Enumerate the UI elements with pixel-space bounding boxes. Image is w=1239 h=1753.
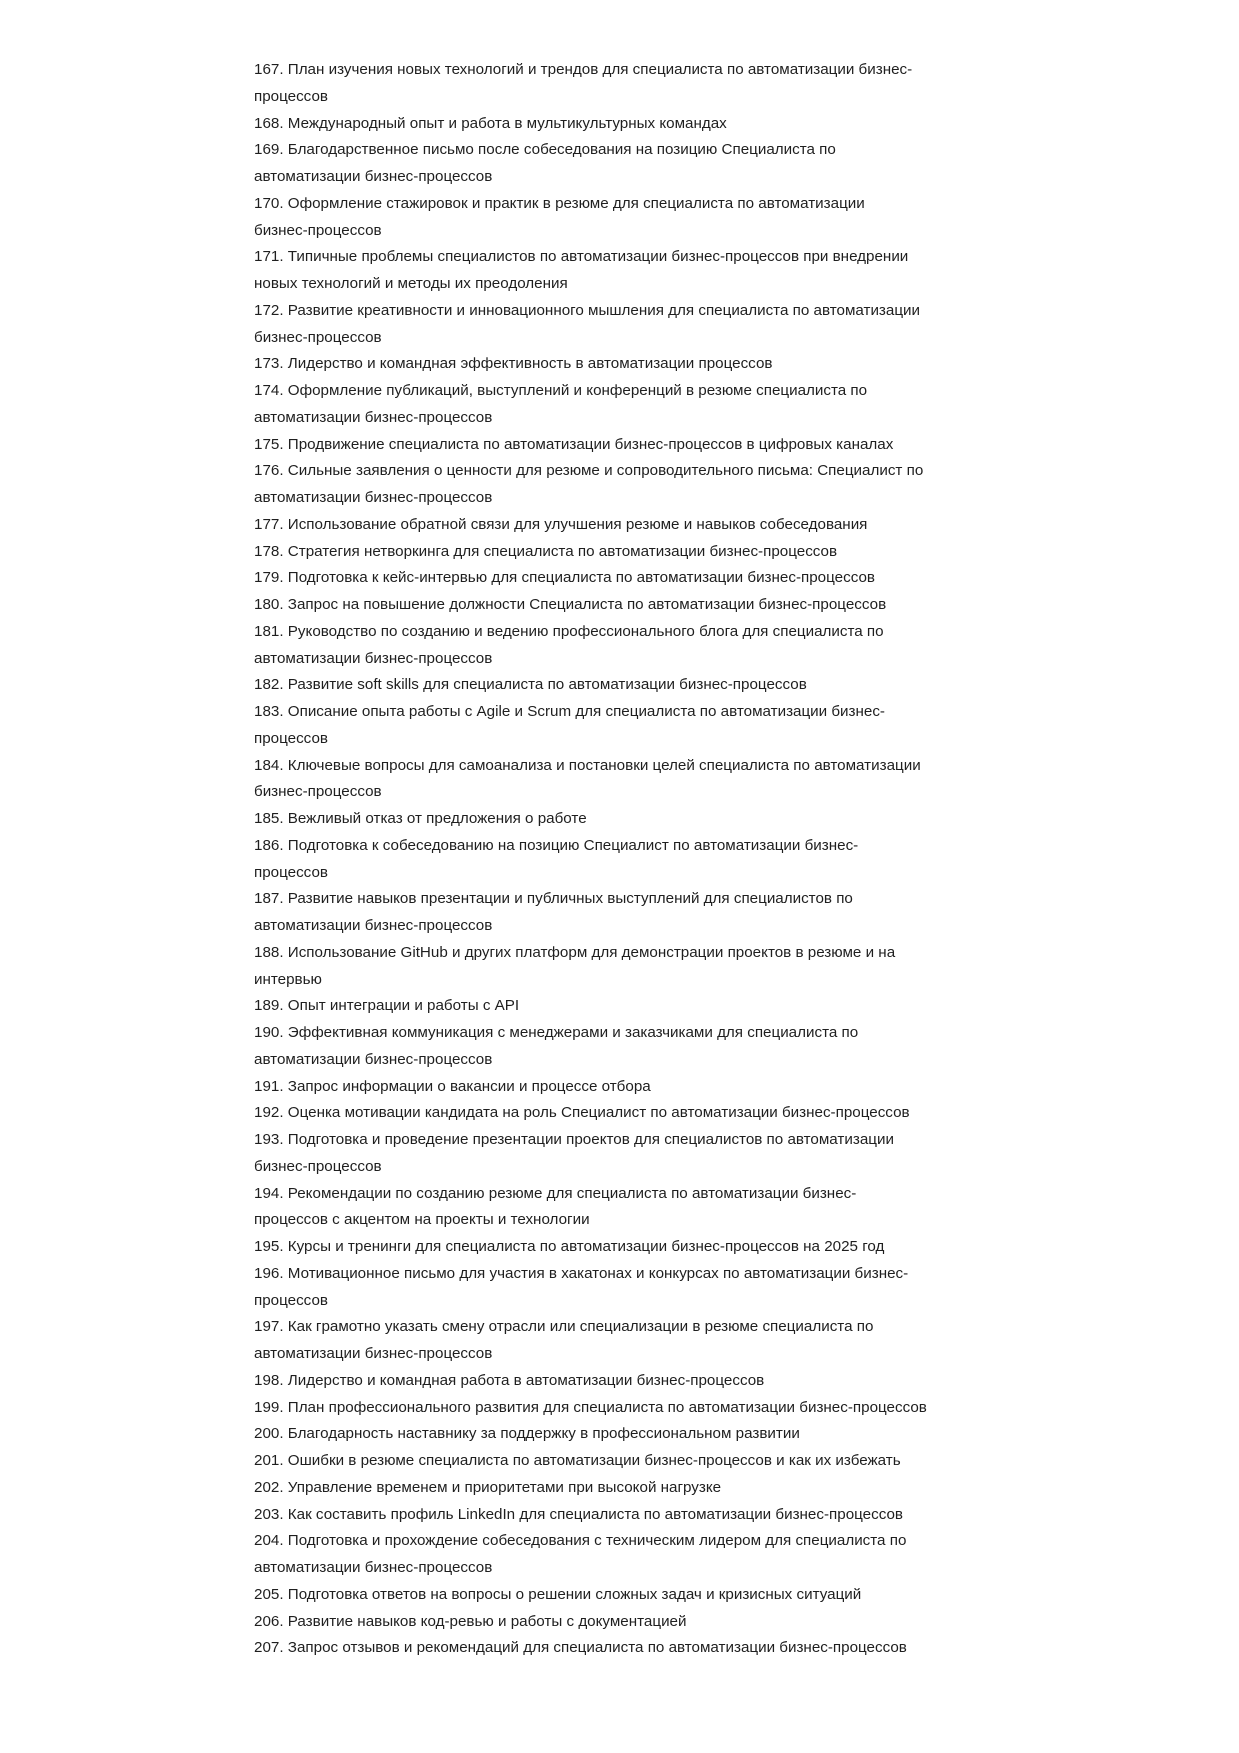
list-item-text-line: 186. Подготовка к собеседованию на позицию Специалист по автоматизации бизнес- [254,836,859,854]
list-item-text-line: 189. Опыт интеграции и работы с API [254,997,520,1015]
list-item-text-line: автоматизации бизнес-процессов [254,649,493,667]
list-item [254,1127,927,1181]
list-item-text-line: 200. Благодарность наставнику за поддержку в профессиональном развитии [254,1425,800,1443]
list-item-text-line: 199. План профессионального развития для специалиста по автоматизации бизнес-процессов [254,1398,927,1416]
list-item-text-line: 201. Ошибки в резюме специалиста по автоматизации бизнес-процессов и как их избежать [254,1452,901,1469]
list-item-text-line: 171. Типичные проблемы специалистов по автоматизации бизнес-процессов при внедрении [254,248,909,266]
list-item-text-line: 197. Как грамотно указать смену отрасли или специализации в резюме специалиста по [254,1318,874,1336]
list-item [254,1475,927,1502]
list-item [254,57,927,111]
list-item [254,592,927,619]
list-item-text-line: 170. Оформление стажировок и практик в резюме для специалиста по автоматизации [254,194,865,212]
list-item [254,378,927,432]
list-item-text-line: 184. Ключевые вопросы для самоанализа и постановки целей специалиста по автоматизации [254,756,921,774]
list-item [254,1368,927,1395]
list-item-text-line: 196. Мотивационное письмо для участия в хакатонах и конкурсах по автоматизации бизнес- [254,1264,909,1282]
list-item-text-line: автоматизации бизнес-процессов [254,489,493,506]
list-item [254,539,927,566]
list-item [254,1528,927,1582]
list-item-text-line: 175. Продвижение специалиста по автоматизации бизнес-процессов в цифровых каналах [254,435,894,453]
list-item [254,1395,927,1422]
list-item-text-line: интервью [254,970,322,988]
list-item [254,1421,927,1448]
list-item [254,753,927,807]
list-item [254,298,927,352]
list-item-text-line: новых технологий и методы их преодоления [254,275,568,292]
list-item-text-line: 198. Лидерство и командная работа в автоматизации бизнес-процессов [254,1371,765,1389]
list-item [254,432,927,459]
list-item-text-line: процессов [254,87,328,105]
list-item-text-line: автоматизации бизнес-процессов [254,917,493,934]
list-item [254,1100,927,1127]
list-item-text-line: 176. Сильные заявления о ценности для резюме и сопроводительного письма: Специалист по [254,462,924,480]
list-item [254,191,927,245]
list-item-text-line: автоматизации бизнес-процессов [254,1559,493,1576]
list-item-text-line: процессов [254,1291,328,1309]
list-item-text-line: 195. Курсы и тренинги для специалиста по автоматизации бизнес-процессов на 2025 год [254,1238,885,1255]
list-item [254,458,927,512]
list-item [254,699,927,753]
list-item-text-line: автоматизации бизнес-процессов [254,1345,493,1362]
list-item-text-line: 202. Управление временем и приоритетами при высокой нагрузке [254,1478,722,1496]
list-item-text-line: 187. Развитие навыков презентации и публичных выступлений для специалистов по [254,890,853,908]
list-item-text-line: 203. Как составить профиль LinkedIn для специалиста по автоматизации бизнес-процессов [254,1505,903,1523]
list-item-text-line: 193. Подготовка и проведение презентации проектов для специалистов по автоматизации [254,1131,894,1148]
list-item [254,565,927,592]
list-item [254,1074,927,1101]
list-item-text-line: 182. Развитие soft skills для специалиста по автоматизации бизнес-процессов [254,676,807,694]
list-item [254,351,927,378]
list-item-text-line: 169. Благодарственное письмо после собеседования на позицию Специалиста по [254,141,836,159]
list-item-text-line: 205. Подготовка ответов на вопросы о решении сложных задач и кризисных ситуаций [254,1585,862,1603]
list-item-text-line: 177. Использование обратной связи для улучшения резюме и навыков собеседования [254,515,868,533]
list-item-text-line: 178. Стратегия нетворкинга для специалиста по автоматизации бизнес-процессов [254,542,838,560]
list-item-text-line: процессов с акцентом на проекты и технологии [254,1211,590,1229]
list-item [254,1181,927,1235]
list-item-text-line: 185. Вежливый отказ от предложения о работе [254,810,587,827]
list-item [254,940,927,994]
list-item [254,1261,927,1315]
list-item [254,993,927,1020]
list-item-text-line: 194. Рекомендации по созданию резюме для специалиста по автоматизации бизнес- [254,1184,857,1202]
list-item-text-line: 191. Запрос информации о вакансии и процессе отбора [254,1077,651,1095]
list-item-text-line: автоматизации бизнес-процессов [254,168,493,185]
list-item-text-line: 172. Развитие креативности и инновационного мышления для специалиста по автоматизации [254,301,921,319]
list-item-text-line: процессов [254,729,328,747]
list-item [254,672,927,699]
list-item-text-line: автоматизации бизнес-процессов [254,408,493,426]
list-item-text-line: 179. Подготовка к кейс-интервью для специалиста по автоматизации бизнес-процессов [254,569,875,587]
list-item-text-line: 204. Подготовка и прохождение собеседования с техническим лидером для специалиста по [254,1532,907,1550]
document-list [254,57,927,1662]
list-item [254,886,927,940]
list-item [254,111,927,138]
list-item [254,512,927,539]
list-item-text-line: 174. Оформление публикаций, выступлений и конференций в резюме специалиста по [254,382,868,399]
list-item-text-line: 167. План изучения новых технологий и трендов для специалиста по автоматизации бизнес- [254,61,913,78]
list-item-text-line: 190. Эффективная коммуникация с менеджерами и заказчиками для специалиста по [254,1024,859,1041]
list-item-text-line: 207. Запрос отзывов и рекомендаций для специалиста по автоматизации бизнес-процессов [254,1639,907,1657]
list-item [254,833,927,887]
list-item [254,1502,927,1529]
list-item-text-line: автоматизации бизнес-процессов [254,1050,493,1068]
list-item [254,1448,927,1475]
list-item-text-line: бизнес-процессов [254,783,382,801]
list-item-text-line: 206. Развитие навыков код-ревью и работы с документацией [254,1612,687,1630]
list-item-text-line: 188. Использование GitHub и других платформ для демонстрации проектов в резюме и на [254,943,896,961]
list-item [254,619,927,673]
list-item-text-line: 181. Руководство по созданию и ведению профессионального блога для специалиста по [254,622,884,640]
list-item [254,1609,927,1636]
list-item-text-line: 183. Описание опыта работы с Agile и Scrum для специалиста по автоматизации бизнес- [254,703,885,720]
list-item-text-line: 192. Оценка мотивации кандидата на роль Специалист по автоматизации бизнес-процессов [254,1104,910,1122]
list-item-text-line: 168. Международный опыт и работа в мультикультурных командах [254,114,727,132]
list-item-text-line: процессов [254,863,328,881]
list-item-text-line: 173. Лидерство и командная эффективность в автоматизации процессов [254,355,773,373]
list-item [254,1314,927,1368]
list-item [254,244,927,298]
list-item [254,1582,927,1609]
list-item [254,1234,927,1261]
list-item-text-line: бизнес-процессов [254,1157,382,1175]
list-item [254,806,927,833]
list-item-text-line: 180. Запрос на повышение должности Специалиста по автоматизации бизнес-процессов [254,596,887,613]
list-item [254,1020,927,1074]
list-item [254,137,927,191]
list-item-text-line: бизнес-процессов [254,328,382,346]
list-item-text-line: бизнес-процессов [254,221,382,239]
list-item [254,1635,927,1662]
